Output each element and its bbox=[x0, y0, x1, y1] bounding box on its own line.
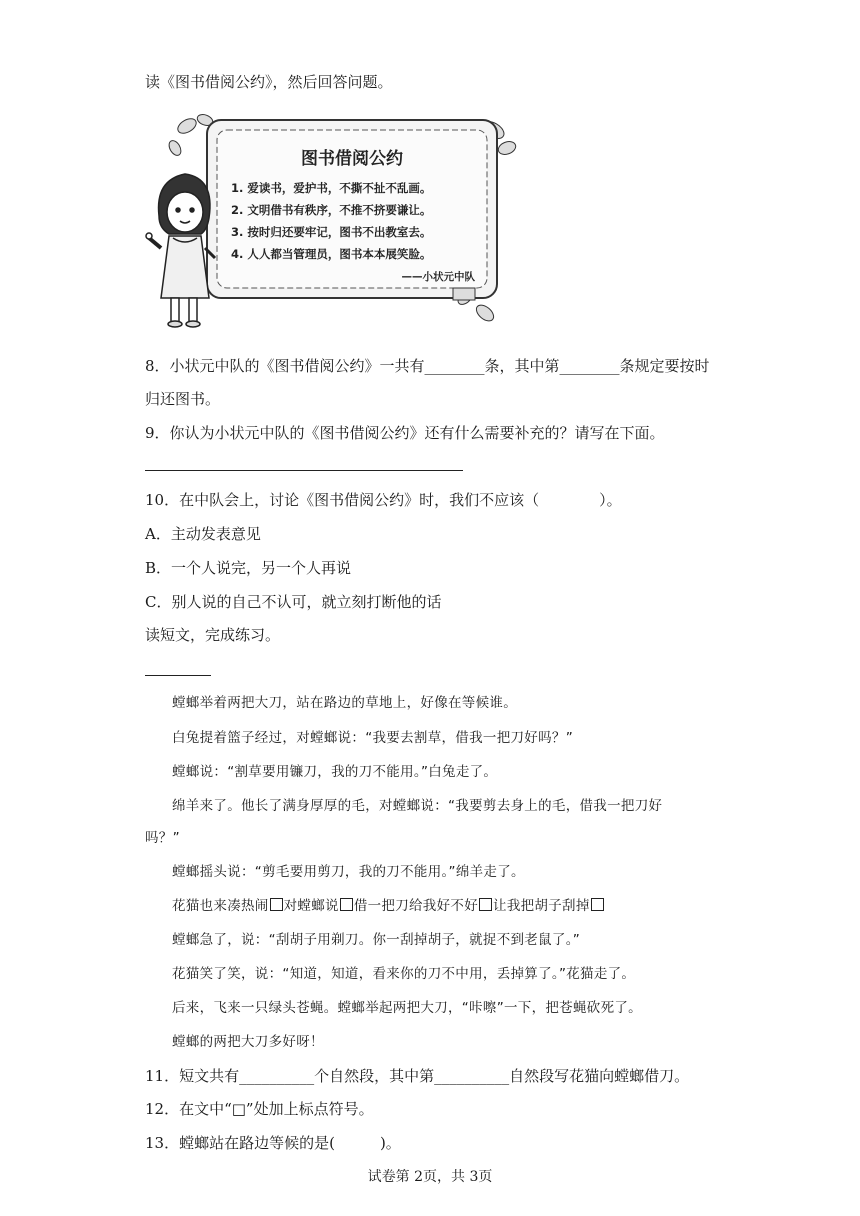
punctuation-box[interactable] bbox=[479, 898, 492, 911]
story-cat-seg-1: 花猫也来凑热闹 bbox=[172, 898, 269, 914]
reading-intro: 读短文，完成练习。 bbox=[145, 626, 281, 644]
answer-line-q9[interactable] bbox=[145, 470, 463, 471]
question-10: 10．在中队会上，讨论《图书借阅公约》时，我们不应该（ ）。 bbox=[145, 491, 622, 509]
book-icon bbox=[453, 288, 475, 300]
poster-rule-2: 2. 文明借书有秩序，不推不挤要谦让。 bbox=[231, 203, 432, 217]
q10-option-b[interactable]: B．一个人说完，另一个人再说 bbox=[145, 559, 352, 577]
divider-short bbox=[145, 675, 211, 676]
story-paragraph-1: 螳螂举着两把大刀，站在路边的草地上，好像在等候谁。 bbox=[172, 695, 517, 711]
question-9: 9．你认为小状元中队的《图书借阅公约》还有什么需要补充的？请写在下面。 bbox=[145, 424, 665, 442]
story-cat-seg-4: 让我把胡子刮掉 bbox=[493, 898, 590, 914]
library-rules-illustration bbox=[145, 108, 525, 333]
story-paragraph-6 bbox=[172, 896, 605, 916]
story-paragraph-4-cont: 吗？” bbox=[145, 830, 180, 846]
story-paragraph-10: 螳螂的两把大刀多好呀！ bbox=[172, 1034, 324, 1050]
poster-rule-3: 3. 按时归还要牢记，图书不出教室去。 bbox=[231, 225, 432, 239]
story-paragraph-5: 螳螂摇头说：“剪毛要用剪刀，我的刀不能用。”绵羊走了。 bbox=[172, 864, 525, 880]
question-13: 13．螳螂站在路边等候的是( )。 bbox=[145, 1134, 401, 1152]
intro-text: 读《图书借阅公约》，然后回答问题。 bbox=[145, 73, 393, 91]
story-paragraph-7: 螳螂急了，说：“刮胡子用剃刀。你一刮掉胡子，就捉不到老鼠了。” bbox=[172, 932, 581, 948]
story-paragraph-9: 后来，飞来一只绿头苍蝇。螳螂举起两把大刀，“咔嚓”一下，把苍蝇砍死了。 bbox=[172, 1000, 642, 1016]
poster-signature: ——小状元中队 bbox=[401, 271, 475, 283]
question-12: 12．在文中“□”处加上标点符号。 bbox=[145, 1100, 374, 1118]
story-paragraph-2: 白兔提着篮子经过，对螳螂说：“我要去割草，借我一把刀好吗？” bbox=[172, 730, 573, 746]
q10-option-a[interactable]: A．主动发表意见 bbox=[145, 525, 261, 543]
story-cat-seg-2: 对螳螂说 bbox=[283, 898, 339, 914]
q10-option-c[interactable]: C．别人说的自己不认可，就立刻打断他的话 bbox=[145, 593, 442, 611]
poster-rule-4: 4. 人人都当管理员，图书本本展笑脸。 bbox=[231, 247, 432, 261]
story-paragraph-8: 花猫笑了笑，说：“知道，知道，看来你的刀不中用，丢掉算了。”花猫走了。 bbox=[172, 966, 636, 982]
poster-rule-1: 1. 爱读书，爱护书，不撕不扯不乱画。 bbox=[231, 181, 432, 195]
punctuation-box[interactable] bbox=[270, 898, 283, 911]
story-paragraph-4: 绵羊来了。他长了满身厚厚的毛，对螳螂说：“我要剪去身上的毛，借我一把刀好 bbox=[172, 798, 663, 814]
page-footer: 试卷第 2页，共 3页 bbox=[367, 1169, 493, 1185]
poster-title: 图书借阅公约 bbox=[301, 149, 403, 169]
story-cat-seg-3: 借一把刀给我好不好 bbox=[353, 898, 479, 914]
question-8-line2: 归还图书。 bbox=[145, 390, 221, 408]
story-paragraph-3: 螳螂说：“割草要用镰刀，我的刀不能用。”白兔走了。 bbox=[172, 764, 498, 780]
punctuation-box[interactable] bbox=[591, 898, 604, 911]
girl-figure-icon bbox=[146, 174, 215, 327]
punctuation-box[interactable] bbox=[340, 898, 353, 911]
question-11: 11．短文共有__________个自然段，其中第__________自然段写花猫向螳螂借刀。 bbox=[145, 1067, 690, 1085]
question-8-line1: 8．小状元中队的《图书借阅公约》一共有________条，其中第________条规定要按时 bbox=[145, 357, 710, 375]
